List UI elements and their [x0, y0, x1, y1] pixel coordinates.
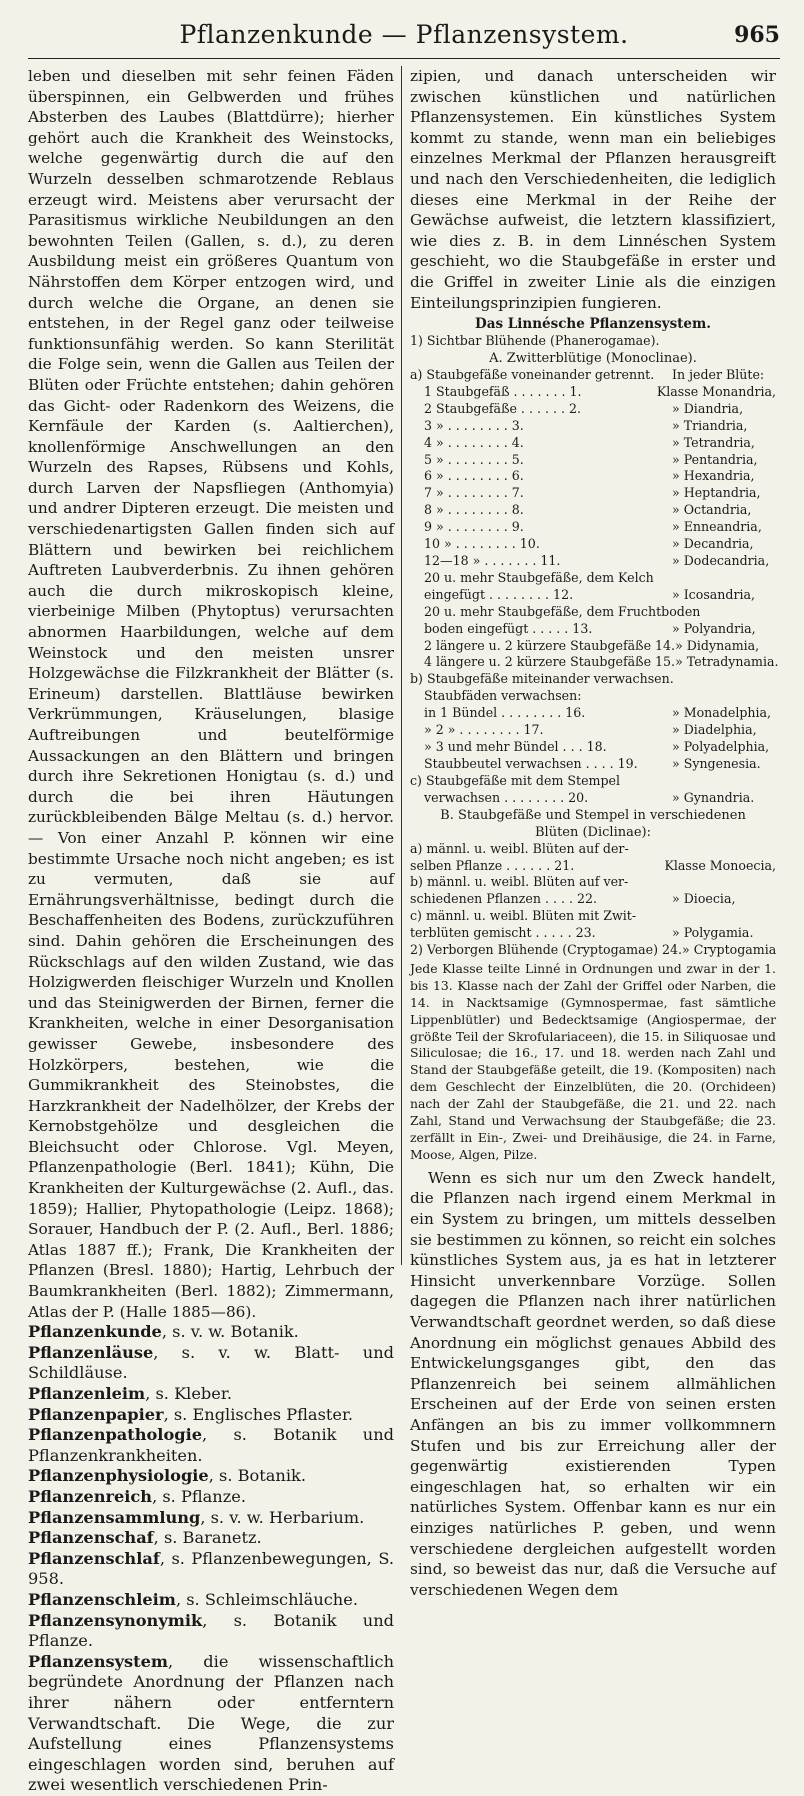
row-left: 20 u. mehr Staubgefäße, dem Kelch — [424, 569, 654, 585]
table-row — [410, 621, 776, 638]
row-right: » Heptandria, — [672, 485, 761, 501]
row-left: Staubbeutel verwachsen . . . . 19. — [424, 755, 638, 771]
row-left: terblüten gemischt . . . . . 23. — [410, 925, 596, 941]
list-item — [28, 1322, 394, 1343]
row-right: » Syngenesia. — [672, 755, 761, 771]
entry-text: , s. Botanik und Pflanzenkrankheiten. — [28, 1425, 394, 1465]
right-bottom-paragraph: Wenn es sich nur um den Zweck handelt, die Pflanzen nach irgend einem Merkmal in ein System zu bringen, um mittels desselben sie bestimmen zu können, so reicht ein solches künstliches System aus, ja es hat in letzterer Hinsicht unverkennbare Vorzüge. Sollen dagegen die Pflanzen nach ihrer natürlichen Verwandtschaft geordnet werden, so daß diese Anordnung ein möglichst genaues Abbild des Entwickelungsganges gibt, den das Pflanzenreich bei seinem allmählichen Erscheinen auf der Erde von seinen ersten Anfängen an bis zu immer vollkommnern Stufen und bis zur Erreichung aller der gegenwärtig existierenden Typen eingeschlagen hat, so erhalten wir ein natürliches System. Offenbar kann es nur ein einziges natürliches P. geben, und wenn verschiedene dergleichen aufgestellt worden sind, so beweist das nur, daß die Versuche auf verschiedenen Wegen dem — [410, 1168, 776, 1599]
list-item — [28, 1487, 394, 1508]
row-right: » Tetradynamia. — [675, 654, 779, 670]
page-header — [28, 12, 780, 52]
entry-text: , s. Schleimschläuche. — [175, 1589, 358, 1609]
row-right — [700, 604, 804, 621]
row-left: 10 » . . . . . . . . 10. — [424, 536, 540, 552]
list-item — [28, 1425, 394, 1466]
list-item — [28, 1590, 394, 1611]
row-right: » Hexandria, — [672, 468, 755, 484]
entry-text: , s. v. w. Herbarium. — [200, 1507, 365, 1527]
page-number: 965 — [734, 22, 780, 48]
section-heading: A. Zwitterblütige (Monoclinae). — [489, 351, 697, 367]
table-row — [410, 942, 776, 959]
table-row — [410, 841, 776, 858]
entry-text: , die wissenschaftlich begründete Anordnung der Pflanzen nach ihrer nähern oder entferntern Verwandtschaft. Die Wege, die zur Aufstellung eines Pflanzensystems eingeschlagen worden sind, beruhen auf zwei wesentlich verschiedenen Prin- — [28, 1651, 394, 1795]
row-left: b) männl. u. weibl. Blüten auf ver- — [410, 874, 629, 890]
left-paragraph: leben und dieselben mit sehr feinen Fäden überspinnen, ein Gelbwerden und frühes Absterben des Laubes (Blattdürre); hierher gehört auch die Krankheit des Weinstocks, welche gegenwärtig durch die auf den Wurzeln desselben schmarotzende Reblaus erzeugt wird. Meistens aber verursacht der Parasitismus wirkliche Neubildungen an den bewohnten Teilen (Gallen, s. d.), zu deren Ausbildung meist ein größeres Quantum von Nährstoffen dem Körper entzogen wird, und durch welche die Organe, an denen sie entstehen, in der Regel ganz oder teilweise funktionsunfähig werden. So kann Sterilität die Folge sein, wenn die Gallen aus Teilen der Blüten oder Früchte entstehen; dahin gehören das Gicht- oder Radenkorn des Weizens, die Kernfäule der Karden (s. Aaltierchen), knollenförmige Anschwellungen an den Wurzeln des Rapses, Rübsens und Kohls, durch Larven der Napsfliegen (Anthomyia) und andrer Dipteren erzeugt. Die meisten und verschiedenartigsten Gallen finden sich auf Blättern und bewirken bei reichlichem Auftreten Laubverderbnis. Zu ihnen gehören auch die durch mikroskopisch kleine, vierbeinige Milben (Phytoptus) verursachten abnormen Haarbildungen, welche auf dem Weinstock und den meisten unsrer Holzgewächse die Filzkrankheit der Blätter (s. Erineum) darstellen. Blattläuse bewirken Verkrümmungen, Kräuselungen, blasige Auftreibungen und beutelförmige Aussackungen an den Blättern und bringen durch ihre Sekretionen Honigtau (s. d.) und durch die bei ihren Häutungen zurückbleibenden Bälge Meltau (s. d.) hervor. — Von einer Anzahl P. können wir eine bestimmte Ursache noch nicht angeben; es ist zu vermuten, daß sie auf Ernährungsverhältnisse, bedingt durch die Beschaffenheiten des Bodens, zurückzuführen sind. Dahin gehören die Erscheinungen des Rückschlags auf den wilden Zustand, wie das Holzigwerden fleischiger Wurzeln und Knollen und das Steinigwerden der Birnen, ferner die Krankheiten, welche in einer Desorganisation gewisser Gewebe, insbesondere des Holzkörpers, bestehen, wie die Gummikrankheit des Steinobstes, die Harzkrankheit der Nadelhölzer, der Krebs der Kernobstgehölze und desgleichen die Bleichsucht oder Chlorose. Vgl. Meyen, Pflanzenpathologie (Berl. 1841); Kühn, Die Krankheiten der Kulturgewächse (2. Aufl., das. 1859); Hallier, Phytopathologie (Leipz. 1868); Sorauer, Handbuch der P. (2. Aufl., Berl. 1886; Atlas 1887 ff.); Frank, Die Krankheiten der Pflanzen (Bresl. 1880); Hartig, Lehrbuch der Baumkrankheiten (Berl. 1882); Zimmermann, Atlas der P. (Halle 1885—86). — [28, 67, 394, 1321]
table-row — [410, 722, 776, 739]
entry-text: , s. Englisches Pflaster. — [163, 1404, 354, 1424]
row-left: a) Staubgefäße voneinander getrennt. — [410, 367, 655, 383]
row-left: a) männl. u. weibl. Blüten auf der- — [410, 840, 629, 856]
list-item — [28, 1549, 394, 1590]
row-right: » Gynandria. — [672, 789, 755, 805]
row-right: » Dioecia, — [672, 891, 736, 907]
list-item — [28, 1466, 394, 1487]
rows-group-b — [410, 705, 776, 773]
entry-text: , s. Kleber. — [145, 1384, 232, 1403]
row-right: » Icosandria, — [672, 586, 756, 602]
row-right: » Polyandria, — [672, 620, 756, 636]
table-row — [410, 858, 776, 875]
row-right: » Monadelphia, — [672, 705, 772, 721]
row-left: schiedenen Pflanzen . . . . 22. — [410, 891, 598, 907]
row-left: boden eingefügt . . . . . 13. — [424, 620, 593, 636]
row-left: 3 » . . . . . . . . 3. — [424, 417, 524, 433]
entry-keyword: Pflanzenschlaf — [28, 1548, 160, 1568]
table-row — [410, 502, 776, 519]
entry-text: , s. Botanik. — [208, 1466, 306, 1486]
row-left: 9 » . . . . . . . . 9. — [424, 519, 524, 535]
row-left: 7 » . . . . . . . . 7. — [424, 485, 524, 501]
right-top-paragraph: zipien, und danach unterscheiden wir zwischen künstlichen und natürlichen Pflanzensystemen. Ein künstliches System kommt zu stande, wenn man ein beliebiges einzelnes Merkmal der Pflanzen herausgreift und nach den Verschiedenheiten, die lediglich dieses eine Merkmal in der Reihe der Gewächse aufweist, die letztern klassifiziert, wie dies z. B. in dem Linnéschen System geschieht, wo die Staubgefäße in erster und die Griffel in zweiter Linie als die einzigen Einteilungsprinzipien fungieren. — [410, 67, 776, 312]
row-left: in 1 Bündel . . . . . . . . 16. — [424, 705, 586, 721]
row-right — [672, 874, 776, 891]
entry-keyword: Pflanzenpapier — [28, 1404, 164, 1424]
table-row — [410, 925, 776, 942]
table-row — [410, 638, 776, 655]
section-heading: Blüten (Diclinae): — [534, 824, 652, 840]
row-right: » Enneandria, — [672, 519, 762, 535]
entry-keyword: Pflanzenläuse — [28, 1342, 154, 1362]
table-row — [410, 468, 776, 485]
table-row — [410, 654, 779, 671]
table-row — [410, 604, 776, 621]
row-left: » 2 » . . . . . . . . 17. — [424, 722, 544, 738]
row-right: » Triandria, — [672, 417, 748, 433]
section-heading: B. Staubgefäße und Stempel in verschiedenen — [440, 807, 746, 823]
row-left: 1 Staubgefäß . . . . . . . 1. — [424, 383, 582, 399]
right-column — [410, 66, 779, 1599]
sub-heading: c) Staubgefäße mit dem Stempel — [410, 772, 621, 788]
row-right — [672, 841, 776, 858]
small-paragraph: Jede Klasse teilte Linné in Ordnungen und zwar in der 1. bis 13. Klasse nach der Zahl der Griffel oder Narben, die 14. in Nacktsamige (Gymnospermae, fast sämtliche Lippenblütler) und Bedecktsamige (Angiospermae, der größte Teil der Skrofulariaceen), die 15. in Siliquosae und Siliculosae; die 16., 17. und 18. werden nach Zahl und Stand der Staubgefäße geteilt, die 19. (Kompositen) nach dem Geschlecht der Einzelblüten, die 20. (Orchideen) nach der Zahl der Staubgefäße, die 21. und 22. nach Zahl, Stand und Verwachsung der Staubgefäße; die 23. zerfällt in Ein-, Zwei- und Dreihäusige, die 24. in Farne, Moose, Algen, Pilze. — [410, 960, 776, 1162]
rows-group-c — [410, 790, 776, 807]
table-row — [410, 485, 776, 502]
row-right: Klasse Monandria, — [656, 383, 776, 399]
entry-keyword: Pflanzensystem — [28, 1651, 168, 1671]
row-left: selben Pflanze . . . . . . 21. — [410, 857, 575, 873]
table-row — [410, 891, 776, 908]
entry-keyword: Pflanzenschaf — [28, 1528, 154, 1548]
row-left: 4 » . . . . . . . . 4. — [424, 434, 524, 450]
row-right: » Dodecandria, — [672, 553, 770, 568]
row-right — [672, 570, 776, 587]
table-row — [410, 739, 776, 756]
row-left: 4 längere u. 2 kürzere Staubgefäße 15. — [424, 654, 676, 670]
table-row — [410, 452, 776, 469]
rows-group-d — [410, 841, 776, 959]
row-right: » Decandria, — [672, 536, 754, 552]
entry-keyword: Pflanzenphysiologie — [28, 1466, 209, 1486]
table-row — [410, 790, 776, 807]
row-right: » Diandria, — [672, 400, 744, 416]
row-left: 8 » . . . . . . . . 8. — [424, 502, 524, 518]
running-title: Pflanzenkunde — Pflanzensystem. — [179, 20, 629, 49]
list-item — [28, 1384, 394, 1405]
row-left: 6 » . . . . . . . . 6. — [424, 468, 524, 484]
table-row — [410, 705, 776, 722]
row-right: In jeder Blüte: — [672, 367, 765, 383]
table-row — [410, 553, 776, 570]
entry-keyword: Pflanzenreich — [28, 1486, 153, 1506]
entry-keyword: Pflanzenleim — [28, 1384, 146, 1403]
row-left: 2 Staubgefäße . . . . . . 2. — [424, 400, 581, 416]
table-row — [410, 908, 776, 925]
entry-text: , s. v. w. Botanik. — [161, 1322, 299, 1342]
row-right: » Diadelphia, — [672, 722, 757, 738]
row-right: » Tetrandria, — [672, 434, 755, 450]
entry-text: , s. Pflanzenbewegungen, S. 958. — [28, 1548, 394, 1589]
table-row — [410, 435, 776, 452]
table-intro: 1) Sichtbar Blühende (Phanerogamae). — [410, 333, 660, 349]
entry-keyword: Pflanzensynonymik — [28, 1610, 203, 1630]
rows-group-a — [410, 383, 779, 671]
list-item — [28, 1611, 394, 1652]
list-item — [28, 1528, 394, 1549]
list-item — [28, 1652, 394, 1796]
column-divider — [401, 66, 402, 1265]
row-left: eingefügt . . . . . . . . 12. — [424, 586, 574, 602]
entry-text: , s. Pflanze. — [152, 1486, 246, 1506]
row-right: » Polygamia. — [672, 925, 754, 941]
header-rule — [28, 58, 780, 59]
table-row — [410, 874, 776, 891]
row-right: » Octandria, — [672, 502, 752, 518]
entry-keyword: Pflanzenschleim — [28, 1589, 176, 1609]
row-right: » Pentandria, — [672, 451, 758, 467]
table-row — [410, 519, 776, 536]
entry-list — [28, 1322, 394, 1796]
table-row — [410, 367, 776, 384]
row-left: 5 » . . . . . . . . 5. — [424, 451, 524, 467]
sub-heading: b) Staubgefäße miteinander verwachsen. — [410, 671, 674, 687]
table-title: Das Linnésche Pflanzensystem. — [475, 316, 711, 333]
table-row — [410, 536, 776, 553]
table-row — [410, 756, 776, 773]
table-row — [410, 401, 776, 418]
row-left: » 3 und mehr Bündel . . . 18. — [424, 738, 607, 754]
table-row — [410, 587, 776, 604]
entry-keyword: Pflanzensammlung — [28, 1507, 201, 1527]
list-item — [28, 1405, 394, 1426]
table-row — [410, 570, 776, 587]
row-left: 2) Verborgen Blühende (Cryptogamae) 24. — [410, 942, 683, 958]
row-right: » Cryptogamia — [682, 942, 777, 958]
left-column — [28, 66, 394, 1795]
table-row — [410, 384, 776, 401]
entry-text: , s. Botanik und Pflanze. — [28, 1610, 394, 1651]
table-row — [410, 418, 776, 435]
row-left: 2 längere u. 2 kürzere Staubgefäße 14. — [424, 637, 676, 653]
sub-heading: Staubfäden verwachsen: — [424, 688, 582, 704]
entry-text: , s. Baranetz. — [153, 1528, 262, 1548]
entry-keyword: Pflanzenpathologie — [28, 1425, 203, 1445]
row-left: 12—18 » . . . . . . . 11. — [424, 553, 561, 568]
entry-keyword: Pflanzenkunde — [28, 1322, 162, 1342]
row-right — [672, 908, 776, 925]
list-item — [28, 1508, 394, 1529]
row-left: c) männl. u. weibl. Blüten mit Zwit- — [410, 908, 637, 924]
row-left: verwachsen . . . . . . . . 20. — [424, 789, 589, 805]
row-left: 20 u. mehr Staubgefäße, dem Fruchtboden — [424, 603, 701, 619]
entry-text: , s. v. w. Blatt- und Schildläuse. — [28, 1342, 394, 1383]
row-right: » Didynamia, — [675, 637, 760, 653]
row-right: » Polyadelphia, — [672, 738, 770, 754]
row-right: Klasse Monoecia, — [664, 857, 776, 873]
list-item — [28, 1343, 394, 1384]
linne-table — [410, 333, 779, 959]
